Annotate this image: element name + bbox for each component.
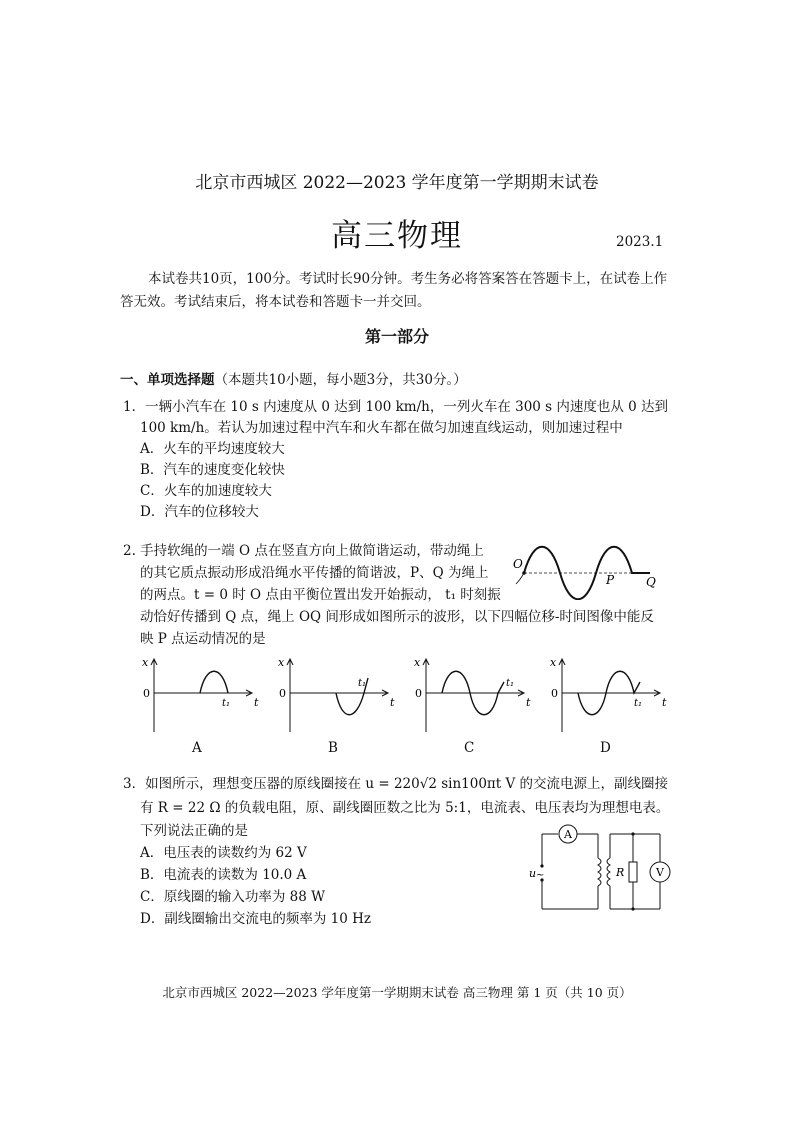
junction-dot [631, 832, 634, 835]
part-title: 第一部分 [364, 327, 429, 346]
page-footer: 北京市西城区 2022—2023 学年度第一学期期末试卷 高三物理 第 1 页（共 10 页） [162, 985, 632, 1000]
t1-tick-label: t₁ [506, 678, 515, 689]
q1-line-2: 100 km/h。若认为加速过程中汽车和火车都在做匀加速直线运动，则加速过程中 [140, 420, 623, 436]
option-letter-d: D [600, 740, 611, 756]
intro-line-2: 答无效。考试结束后，将本试卷和答题卡一并交回。 [120, 294, 431, 310]
origin-label: 0 [551, 687, 558, 700]
x-axis-label: x [550, 656, 557, 669]
source-symbol: ~ [536, 870, 545, 881]
q2-line-4: 动恰好传播到 Q 点，绳上 OQ 间形成如图所示的波形，以下四幅位移-时间图像中能反 [140, 609, 654, 625]
label-q: Q [646, 575, 656, 589]
option-letter-c: C [464, 740, 475, 756]
ammeter-label: A [564, 828, 572, 841]
option-graph-a [140, 656, 264, 736]
exam-title: 北京市西城区 2022—2023 学年度第一学期期末试卷 [195, 173, 599, 193]
section-note: （本题共10小题，每小题3分，共30分。） [214, 372, 467, 388]
displacement-curve [200, 671, 228, 693]
x-axis-label: x [142, 656, 149, 669]
q2-line-1: 2. 手持软绳的一端 O 点在竖直方向上做简谐运动，带动绳上 [123, 543, 484, 559]
source-terminal [540, 864, 543, 867]
q2-line-2: 的其它质点振动形成沿绳水平传播的简谐波，P、Q 为绳上 [140, 565, 489, 581]
x-axis-label: x [278, 656, 285, 669]
subject-title: 高三物理 [331, 218, 463, 254]
q3-circuit-diagram [520, 822, 680, 917]
point-o [522, 571, 526, 575]
t1-tick-label: t₁ [358, 678, 367, 689]
t1-tick-label: t₁ [634, 698, 643, 709]
section-heading [120, 370, 467, 390]
origin-label: 0 [279, 687, 286, 700]
intro-line-1: 本试卷共10页，100分。考试时长90分钟。考生务必将答案答在答题卡上，在试卷上作 [148, 271, 668, 287]
q1-line-1: 1．一辆小汽车在 10 s 内速度从 0 达到 100 km/h，一列火车在 300 s 内速度也从 0 达到 [123, 399, 669, 415]
junction-dot [631, 907, 634, 910]
resistor [629, 862, 637, 882]
q3-line-3: 下列说法正确的是 [140, 823, 248, 839]
x-axis-label: x [414, 656, 421, 669]
origin-label: 0 [143, 687, 150, 700]
q2-line-3: 的两点。t = 0 时 O 点由平衡位置出发开始振动， t₁ 时刻振 [140, 587, 501, 603]
secondary-coil [607, 858, 610, 886]
q3-line-1: 3．如图所示，理想变压器的原线圈接在 u = 220√2 sin100πt V 的交流电源上，副线圈接 [123, 776, 669, 792]
t-axis-label: t [390, 696, 395, 709]
t-axis-label: t [254, 696, 259, 709]
label-o: O [513, 557, 523, 571]
q2-wave-figure [510, 540, 665, 600]
section-title: 一、单项选择题 [120, 372, 215, 388]
option-graph-c [412, 656, 536, 736]
t-axis-label: t [662, 696, 667, 709]
q3-option-a: A．电压表的读数约为 62 V [140, 845, 307, 861]
q1-option-c: C．火车的加速度较大 [140, 483, 272, 499]
q3-option-b: B．电流表的读数为 10.0 A [140, 867, 307, 883]
source-label: u [529, 867, 537, 880]
q3-option-c: C．原线圈的输入功率为 88 W [140, 889, 325, 905]
resistor-label: R [616, 866, 625, 879]
origin-label: 0 [415, 687, 422, 700]
t1-tick-label: t₁ [222, 698, 231, 709]
q1-option-d: D．汽车的位移较大 [140, 504, 259, 520]
option-graph-d [548, 656, 672, 736]
exam-date: 2023.1 [616, 234, 664, 250]
q3-line-2: 有 R = 22 Ω 的负载电阻，原、副线圈匝数之比为 5:1，电流表、电压表均为理想电表。 [140, 800, 670, 816]
hand-icon [516, 573, 524, 584]
label-p: P [606, 573, 615, 587]
voltmeter-label: V [656, 866, 664, 879]
q2-line-5: 映 P 点运动情况的是 [140, 631, 266, 647]
option-letter-a: A [192, 740, 202, 756]
option-letter-b: B [328, 740, 338, 756]
option-graph-b [276, 656, 400, 736]
t-axis-label: t [526, 696, 531, 709]
q1-option-b: B．汽车的速度变化较快 [140, 462, 285, 478]
primary-coil [598, 858, 601, 886]
q1-option-a: A．火车的平均速度较大 [140, 441, 285, 457]
q3-option-d: D．副线圈输出交流电的频率为 10 Hz [140, 911, 371, 927]
